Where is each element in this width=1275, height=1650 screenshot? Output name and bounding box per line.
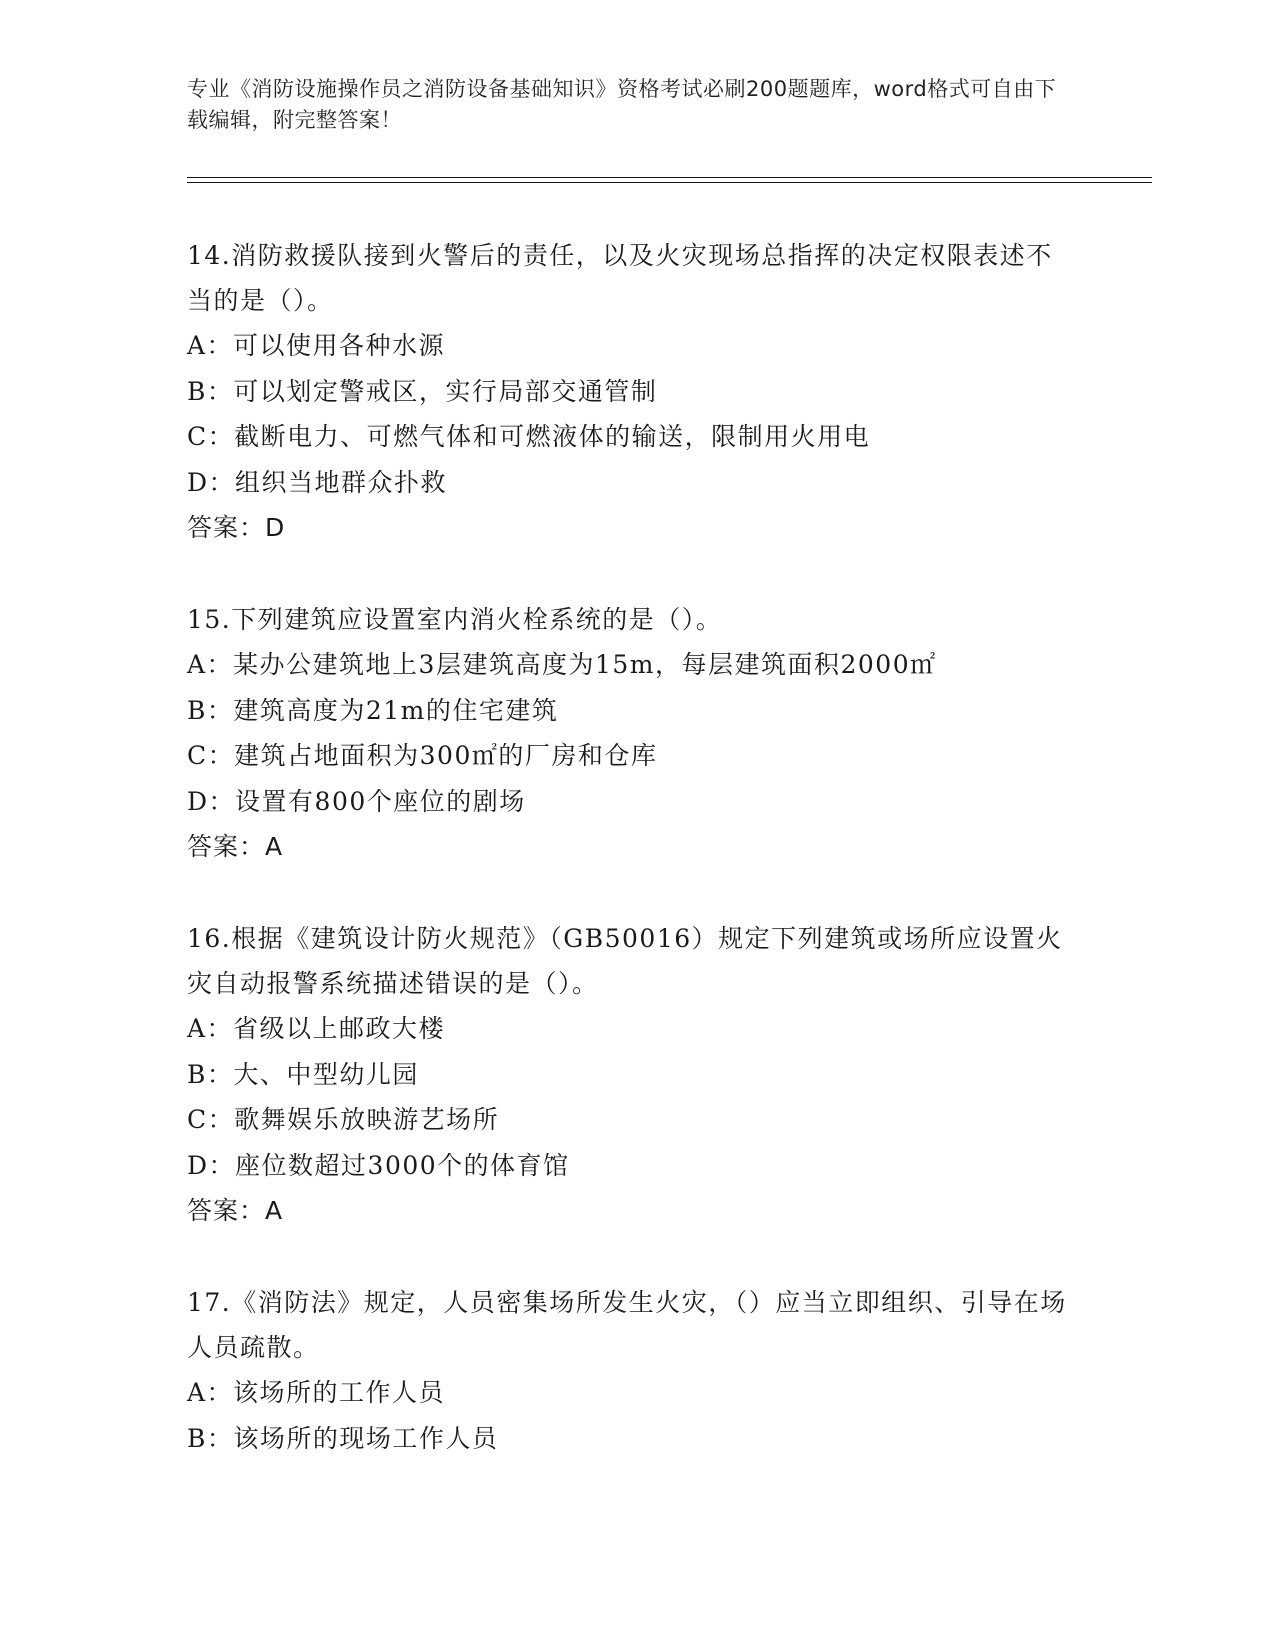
question-stem: 14.消防救援队接到火警后的责任，以及火灾现场总指挥的决定权限表述不当的是（）。 (187, 241, 1053, 315)
answer: 答案：A (187, 832, 284, 861)
option-c: C：截断电力、可燃气体和可燃液体的输送，限制用火用电 (187, 422, 871, 451)
question-16 (187, 916, 1077, 1234)
option-d: D：组织当地群众扑救 (187, 467, 448, 497)
question-stem: 17.《消防法》规定，人员密集场所发生火灾，（）应当立即组织、引导在场人员疏散。 (187, 1288, 1067, 1362)
option-c: C：建筑占地面积为300㎡的厂房和仓库 (187, 741, 658, 770)
option-d: D：座位数超过3000个的体育馆 (187, 1150, 570, 1180)
answer: 答案：A (187, 1196, 284, 1225)
header-divider-bottom (187, 182, 1152, 183)
question-14 (187, 233, 1077, 551)
document-intro: 专业《消防设施操作员之消防设备基础知识》资格考试必刷200题题库，word格式可自由下载编辑，附完整答案！ (187, 77, 1057, 132)
header-divider-top (187, 177, 1152, 178)
option-c: C：歌舞娱乐放映游艺场所 (187, 1105, 500, 1134)
question-stem: 15.下列建筑应设置室内消火栓系统的是（）。 (187, 605, 723, 634)
option-b: B：该场所的现场工作人员 (187, 1423, 499, 1453)
option-a: A：该场所的工作人员 (187, 1378, 446, 1407)
option-d: D：设置有800个座位的剧场 (187, 786, 526, 816)
question-stem: 16.根据《建筑设计防火规范》（GB50016）规定下列建筑或场所应设置火灾自动报警系统描述错误的是（）。 (187, 924, 1063, 998)
option-a: A：省级以上邮政大楼 (187, 1014, 446, 1043)
question-15 (187, 597, 1077, 870)
option-a: A：某办公建筑地上3层建筑高度为15m，每层建筑面积2000㎡ (187, 650, 937, 679)
option-b: B：建筑高度为21m的住宅建筑 (187, 695, 559, 725)
option-b: B：可以划定警戒区，实行局部交通管制 (187, 376, 658, 406)
question-17 (187, 1280, 1077, 1461)
answer: 答案：D (187, 513, 286, 542)
option-a: A：可以使用各种水源 (187, 331, 446, 360)
option-b: B：大、中型幼儿园 (187, 1059, 419, 1089)
